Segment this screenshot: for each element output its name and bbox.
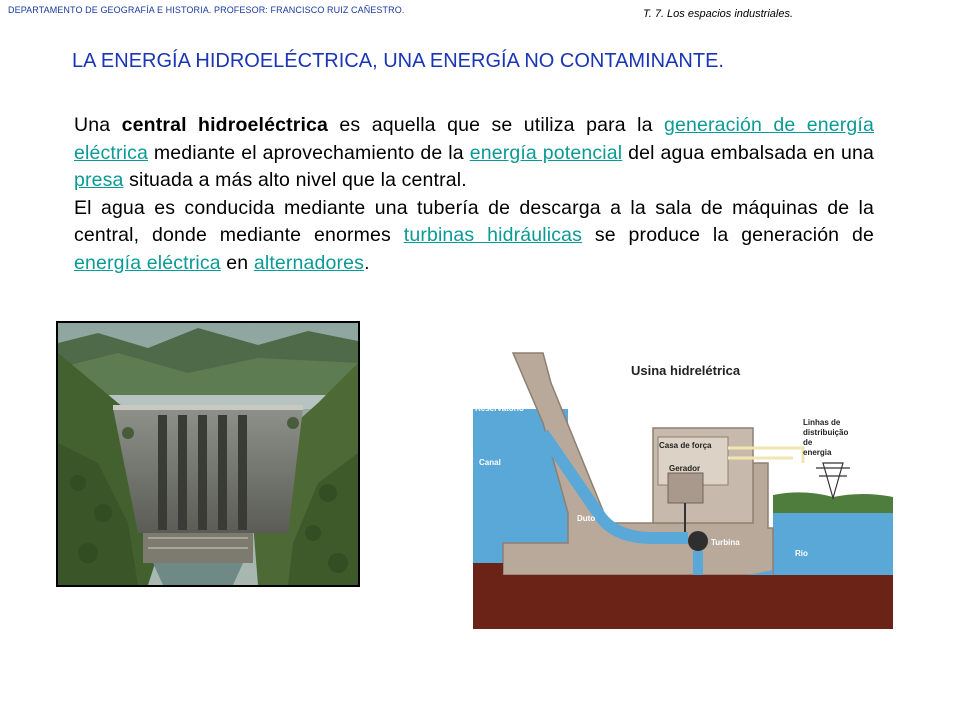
ground	[473, 575, 893, 629]
link-energia-potencial[interactable]: energía potencial	[469, 141, 623, 164]
label-generator: Gerador	[669, 464, 701, 473]
text-span: del agua embalsada en una	[622, 141, 874, 164]
paragraph-central	[74, 112, 874, 195]
text-span: mediante el aprovechamiento de la	[147, 141, 470, 164]
text-span: Una	[74, 114, 122, 136]
page-title: LA ENERGÍA HIDROELÉCTRICA, UNA ENERGÍA NO CONTAMINANTE.	[72, 50, 724, 72]
text-span: en	[220, 251, 254, 274]
label-canal: Canal	[479, 458, 501, 467]
label-duct: Duto	[577, 514, 596, 523]
text-span: .	[364, 251, 370, 274]
label-lines-1: Linhas de	[803, 418, 841, 427]
label-powerhouse: Casa de força	[659, 441, 712, 450]
body-text	[74, 112, 874, 277]
link-alternadores[interactable]: alternadores	[253, 251, 365, 274]
hydroelectric-diagram	[473, 313, 893, 629]
label-turbine: Turbina	[711, 538, 740, 547]
department-header: DEPARTAMENTO DE GEOGRAFÍA E HISTORIA. PROFESOR: FRANCISCO RUIZ CAÑESTRO.	[8, 5, 405, 15]
text-span: se produce la generación de	[582, 224, 874, 246]
paragraph-process	[74, 195, 874, 278]
label-river: Rio	[795, 549, 808, 558]
link-generacion-energia[interactable]: generación de energía eléctrica	[74, 114, 874, 164]
dam-photo	[56, 321, 360, 587]
link-turbinas-hidraulicas[interactable]: turbinas hidráulicas	[403, 224, 583, 246]
label-lines-3: de	[803, 438, 813, 447]
link-presa[interactable]: presa	[74, 169, 124, 191]
topic-header: T. 7. Los espacios industriales.	[643, 8, 794, 20]
turbine-symbol	[688, 531, 708, 551]
diagram-title: Usina hidrelétrica	[631, 363, 741, 378]
label-reservoir: Reservatório	[475, 404, 524, 413]
label-lines-4: energia	[803, 448, 832, 457]
bold-term: central hidroeléctrica	[121, 114, 329, 136]
text-span: El agua es conducida mediante una tubería de descarga a la sala de máquinas de la central, donde mediante enormes	[74, 196, 874, 246]
link-energia-electrica[interactable]: energía eléctrica	[74, 251, 221, 274]
label-lines-2: distribuição	[803, 428, 849, 437]
text-span: situada a más alto nivel que la central.	[123, 169, 467, 191]
text-span: es aquella que se utiliza para la	[328, 114, 664, 136]
